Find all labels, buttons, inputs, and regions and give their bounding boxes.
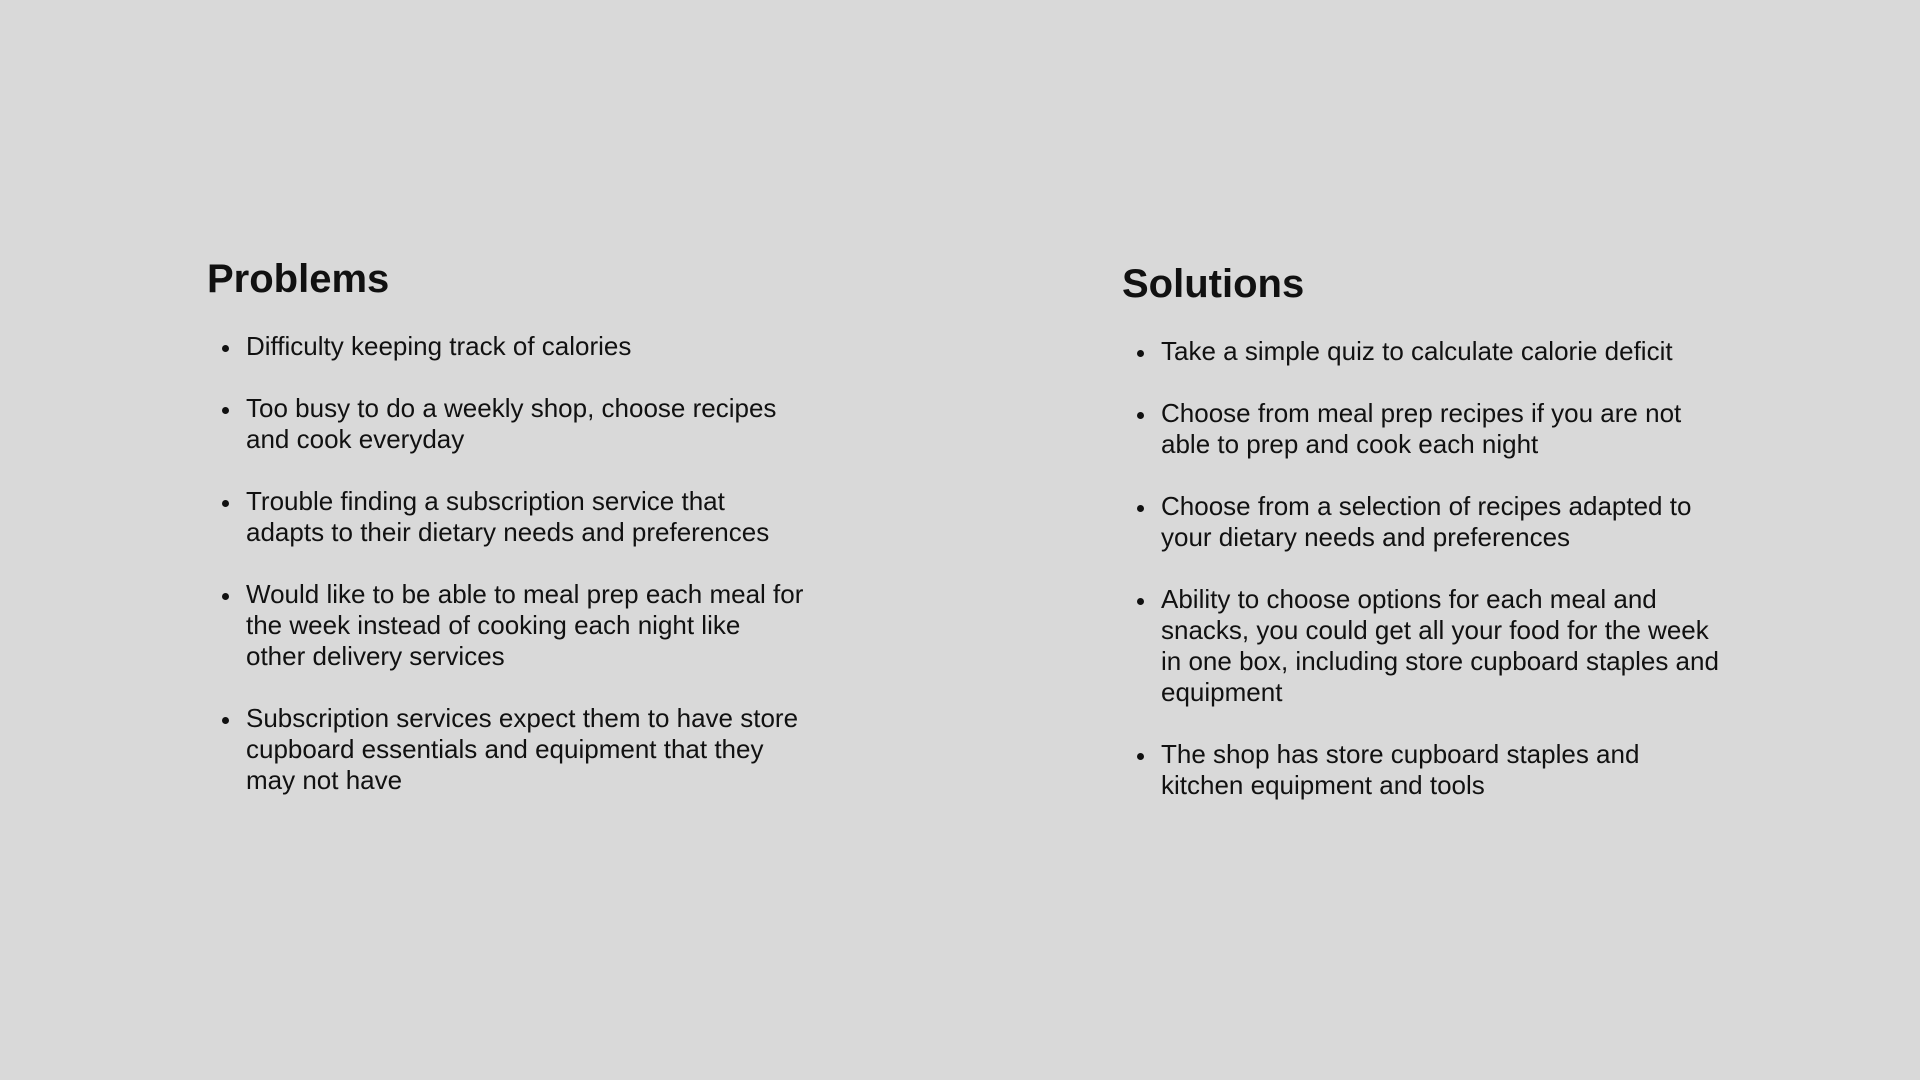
problem-item: Subscription services expect them to have store cupboard essentials and equipment that they may not have [207, 703, 806, 796]
solutions-list [1122, 336, 1742, 801]
solution-item: Ability to choose options for each meal and snacks, you could get all your food for the week in one box, including store cupboard staples and equipment [1122, 584, 1721, 708]
problem-item: Too busy to do a weekly shop, choose recipes and cook everyday [207, 393, 806, 455]
problem-item: Trouble finding a subscription service that adapts to their dietary needs and preferences [207, 486, 806, 548]
solutions-heading: Solutions [1122, 262, 1305, 306]
solution-item: Choose from meal prep recipes if you are not able to prep and cook each night [1122, 398, 1721, 460]
solution-item: Choose from a selection of recipes adapted to your dietary needs and preferences [1122, 491, 1721, 553]
solution-item: Take a simple quiz to calculate calorie deficit [1122, 336, 1721, 367]
problem-item: Difficulty keeping track of calories [207, 331, 806, 362]
problems-section [207, 255, 827, 827]
solutions-section [1122, 260, 1742, 832]
problems-heading: Problems [207, 257, 390, 301]
solution-item: The shop has store cupboard staples and kitchen equipment and tools [1122, 739, 1721, 801]
problems-list [207, 331, 827, 796]
problem-item: Would like to be able to meal prep each meal for the week instead of cooking each night like other delivery services [207, 579, 806, 672]
